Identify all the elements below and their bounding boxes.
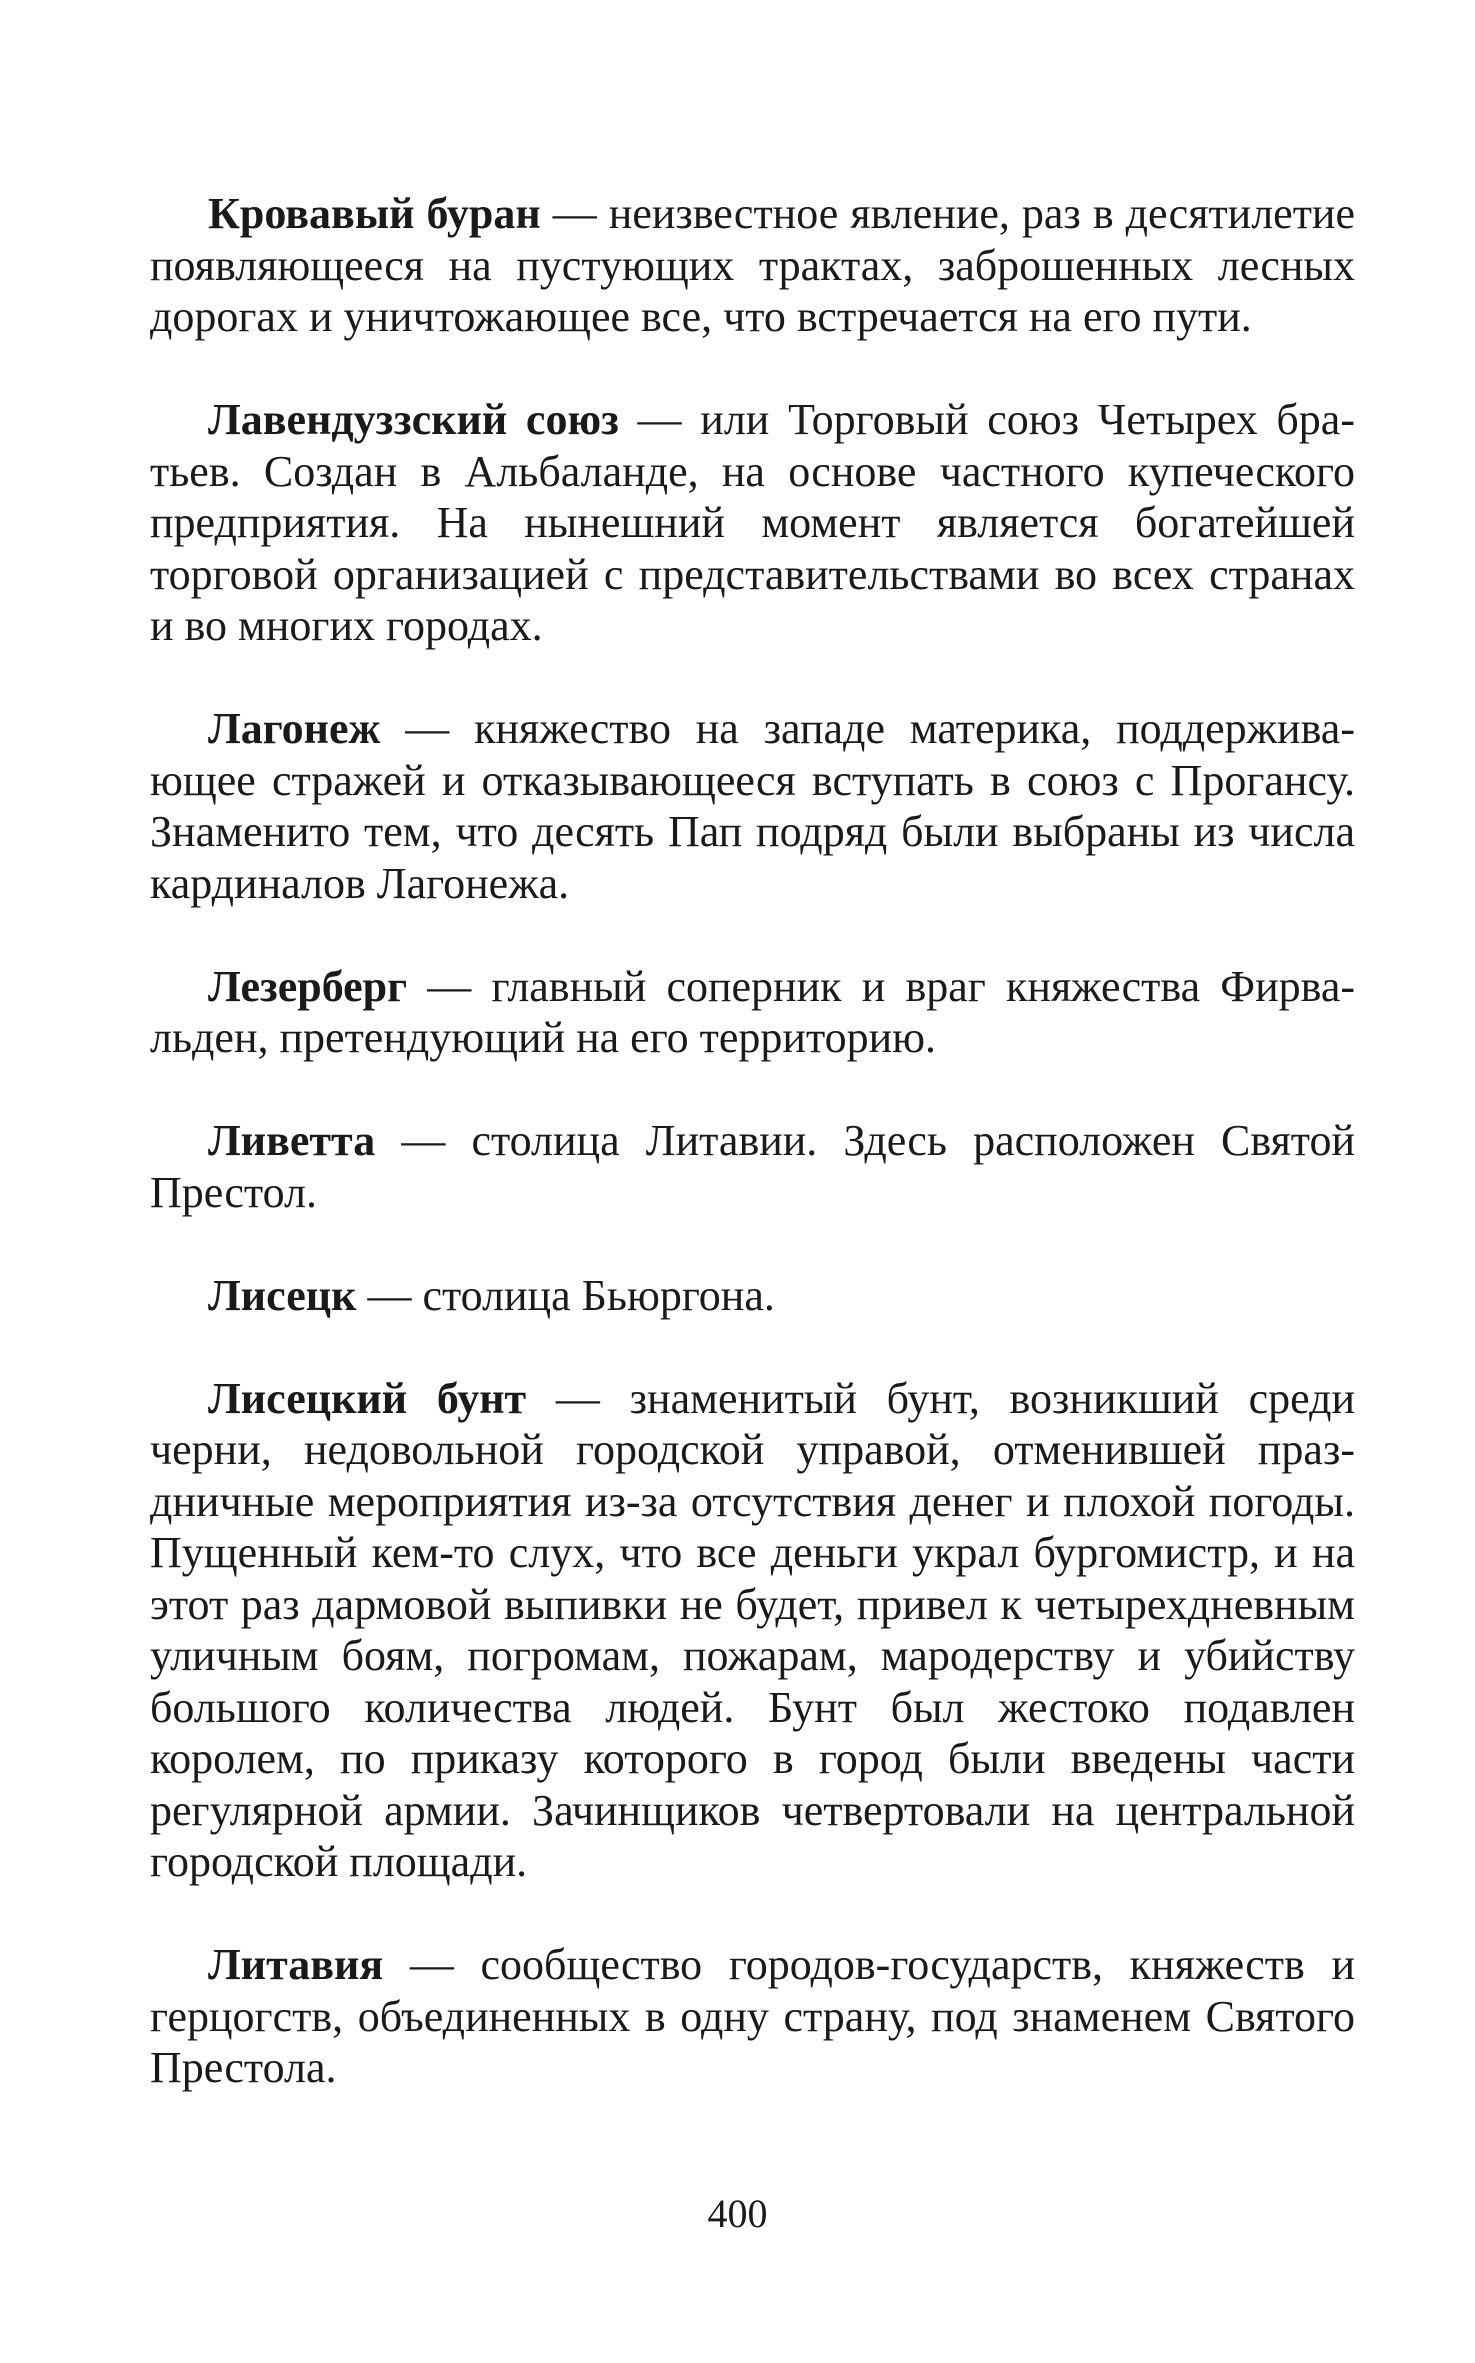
entry-term: Лавендуззский союз (208, 395, 619, 444)
entry-definition: — знаменитый бунт, возникший среди черни, недовольной городской управой, отменившей праздничные мероприятия из-за отсутствия денег и плохой погоды. Пущенный кем-то слух, что все деньги украл бургомистр, и на этот раз дармовой выпивки не будет, привел к четырехдневным уличным боям, погромам, пожарам, мародерству и убийству большого количества людей. Бунт был жестоко подавлен королем, по приказу которого в город были введены части регулярной армии. Зачинщиков четвертовали на центральной городской площади. (150, 1373, 1355, 1886)
entry-lagonezh (150, 703, 1355, 909)
entry-lezerberg (150, 961, 1355, 1064)
entry-term: Ливетта (208, 1116, 376, 1165)
entry-litaviya (150, 1939, 1355, 2094)
page-body (150, 188, 1355, 2145)
entry-krovavy-buran (150, 188, 1355, 343)
entry-definition: — главный соперник и враг княжества Фирвальден, претендующий на его территорию. (150, 961, 1355, 1062)
entry-definition: — княжество на западе материка, поддерживающее стражей и отказывающееся вступать в союз с Прогансу. Знаменито тем, что десять Пап подряд были выбраны из числа кардиналов Лагонежа. (150, 704, 1355, 908)
entry-term: Лезерберг (208, 961, 408, 1011)
entry-definition: — столица Литавии. Здесь расположен Святой Престол. (150, 1116, 1355, 1217)
entry-definition: — или Торговый союз Четырех братьев. Создан в Альбаланде, на основе частного купеческого предприятия. На нынешний момент является богатейшей торговой организацией с представительствами во всех странах и во многих городах. (150, 395, 1355, 650)
entry-lisetsk (150, 1270, 1355, 1322)
entry-term: Лисецк (208, 1270, 357, 1320)
entry-definition: — неизвестное явление, раз в десятилетие появляющееся на пустующих трактах, заброшенных лесных дорогах и уничтожающее все, что встречается на его пути. (150, 189, 1356, 341)
entry-definition: — столица Бьюргона. (356, 1270, 775, 1320)
entry-lisetsky-bunt (150, 1373, 1355, 1888)
page-number: 400 (707, 2191, 768, 2236)
entry-term: Литавия (208, 1940, 384, 1989)
entry-term: Лагонеж (208, 704, 381, 753)
entry-livetta (150, 1115, 1355, 1218)
entry-term: Лисецкий бунт (208, 1373, 527, 1423)
entry-lavenduzzsky-soyuz (150, 394, 1355, 652)
entry-term: Кровавый буран (208, 189, 541, 238)
entry-definition: — сообщество городов-государств, княжеств и герцогств, объединенных в одну страну, под знаменем Святого Престола. (150, 1940, 1355, 2092)
